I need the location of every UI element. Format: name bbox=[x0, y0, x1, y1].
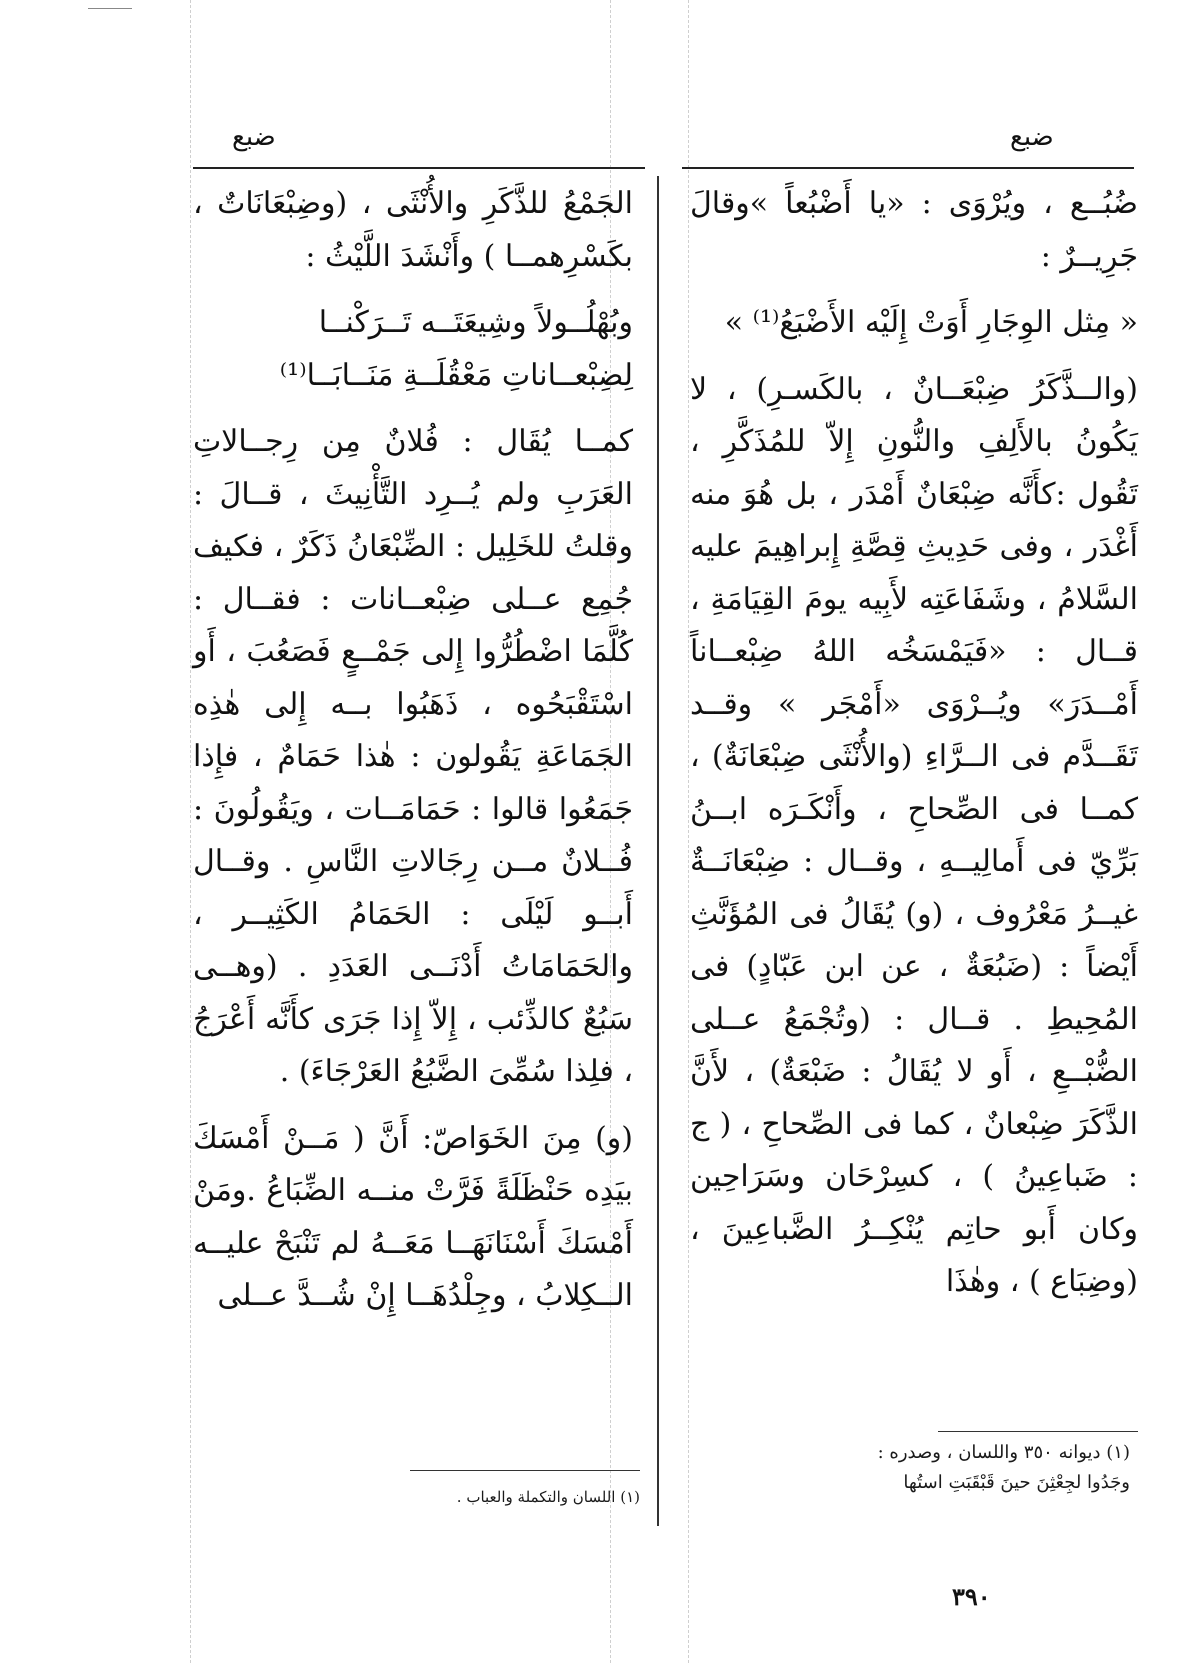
left-verse-line-1: وبُهْلُــولاً وشِيعَتَــه تَــرَكْنــا bbox=[318, 305, 633, 340]
scan-guide-line bbox=[190, 0, 191, 1663]
column-divider bbox=[657, 176, 659, 1526]
left-intro: الجَمْعُ للذَّكَرِ والأُنْثَى ، (وضِبْعَانَاتٌ ، بكَسْرِهمــا ) وأَنْشَدَ اللَّيْثُ : bbox=[193, 186, 633, 274]
header-rule-right bbox=[682, 167, 1134, 169]
right-column bbox=[690, 178, 1138, 1309]
right-paragraph: (والــذَّكَرُ ضِبْعَــانٌ ، بالكَسـرِ) ، لا يَكُونُ بالأَلِفِ والنُّونِ إِلاّ للمُذَكَّرِ ، تَقُول :كأَنَّه ضِبْعَانٌ أَمْدَر ، بل هُوَ منه أَغْدَر ، وفى حَدِيثِ قِصَّةِ إِبراهِيمَ عليه السَّلامُ ، وشَفَاعَتِه لأَبِيه يومَ القِيَامَةِ ، قــال : «فَيَمْسَخُه اللهُ ضِبْعــاناً أَمْــدَرَ» ويُــرْوَى «أَمْجَر » وقــد تَقَــدَّم فى الــرَّاءِ (والأُنْثَى ضِبْعَانَةٌ) ، كمــا فى الصِّحاحِ ، وأَنْكَـرَه ابــنُ بَرِّيّ فى أَمالِيــهِ ، وقــال : ضِبْعَانَــةٌ غيــرُ مَعْرُوف ، (و) يُقَالُ فى المُؤَنَّثِ أَيْضاً : (ضَبُعَةٌ ، عن ابن عَبّادٍ) فى المُحِيطِ . قــال : (وتُجْمَعُ عــلى الضُّبْــعِ ، أَو لا يُقَالُ : ضَبْعَةٌ) ، لأَنَّ الذَّكَرَ ضِبْعانٌ ، كما فى الصِّحاحِ ، ( ج : ضَباعِينُ ) ، كسِرْحَان وسَرَاحِين وكان أَبو حاتِم يُنْكِــرُ الضَّباعِينَ ، (وضِبَاع ) ، وهٰذَا bbox=[690, 371, 1138, 1299]
right-verse: « مِثل الوِجَارِ أَوَتْ إِلَيْه الأَضْبَعُ⁽¹⁾ » bbox=[724, 305, 1138, 340]
page-number: ٣٩٠ bbox=[952, 1582, 991, 1611]
left-paragraph: كمــا يُقَال : فُلانٌ مِن رِجــالاتِ العَرَبِ ولم يُــرِد التَّأْنِيثَ ، قــالَ : وقلتُ للخَلِيل : الضِّبْعَانُ ذَكَرٌ ، فكيف جُمِع عــلى ضِبْعــانات : فقــال : كُلَّمَا اضْطُرُّوا إِلى جَمْــعٍ فَصَعُبَ ، أَو اسْتَقْبَحُوه ، ذَهَبُوا بــه إِلى هٰذِه الجَمَاعَةِ يَقُولون : هٰذا حَمَامٌ ، فإِذا جَمَعُوا قالوا : حَمَامَــات ، ويَقُولُونَ : فُــلانٌ مــن رِجَالاتِ النَّاسِ . وقــال أَبــو لَيْلَى : الحَمَامُ الكَثِيــر ، والحَمَامَاتُ أَدْنَــى العَدَدِ . (وهــى سَبُعٌ كالذِّئب ، إِلاّ إِذا جَرَى كأَنَّه أَعْرَجُ ، فلِذا سُمِّىَ الضَّبُعُ العَرْجَاءَ) . bbox=[193, 424, 633, 1089]
footnote-line: وجَدُوا لجِعْثِنَ حينَ قَبْقَبَتِ استُها bbox=[903, 1472, 1130, 1493]
scan-mark bbox=[88, 8, 132, 9]
header-rule-left bbox=[193, 167, 645, 169]
scan-guide-line bbox=[688, 0, 689, 1663]
left-column bbox=[193, 178, 633, 1323]
left-paragraph: (و) مِنَ الخَوَاصّ: أَنَّ ( مَــنْ أَمْسَكَ بيَدِه حَنْظَلَةً فَرَّتْ منــه الضِّبَاعُ .ومَنْ أَمْسَكَ أَسْنَانَهَــا مَعَــهُ لم تَنْبَحْ عليــه الــكِلابُ ، وجِلْدُهَــا إِنْ شُــدَّ عــلى bbox=[193, 1120, 633, 1313]
header-word-right: ضبع bbox=[1010, 122, 1054, 152]
footnote-right bbox=[700, 1438, 1130, 1498]
header-word-left: ضبع bbox=[232, 122, 276, 152]
footnote-line: (١) ديوانه ٣٥٠ واللسان ، وصدره : bbox=[877, 1442, 1130, 1463]
right-paragraph: ضُبُــع ، ويُرْوَى : «يا أَضْبُعاً »وقالَ جَرِيــرٌ : bbox=[690, 186, 1138, 274]
footnote-rule-left bbox=[410, 1470, 640, 1471]
footnote-rule-right bbox=[938, 1431, 1138, 1432]
footnote-left: (١) اللسان والتكملة والعباب . bbox=[456, 1488, 640, 1506]
left-verse-line-2: لِضِبْعــاناتِ مَعْقُلَــةِ مَنَــابَــا⁽¹⁾ bbox=[279, 357, 633, 393]
